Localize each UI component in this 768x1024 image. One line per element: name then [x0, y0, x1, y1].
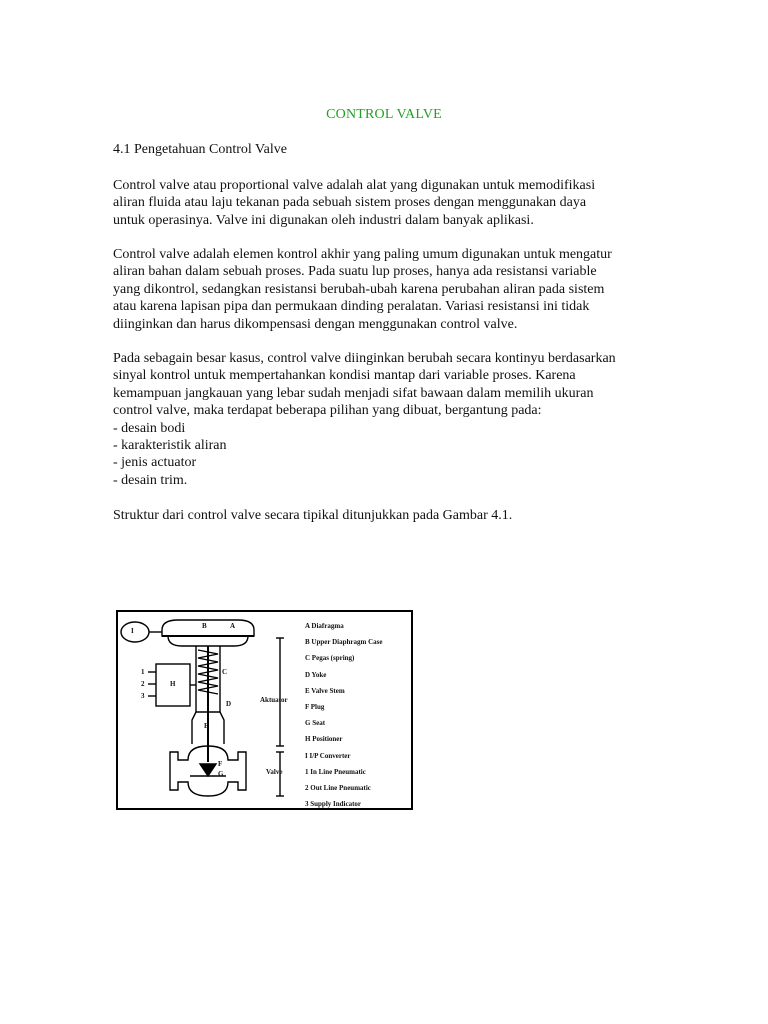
label-valve: Valve	[266, 768, 283, 776]
label-h: H	[170, 680, 176, 688]
legend-item: A Diafragma	[305, 622, 344, 630]
diaphragm-case-shape	[162, 620, 254, 636]
paragraph-1	[113, 177, 673, 229]
paragraph-line: Control valve adalah elemen kontrol akhir yang paling umum digunakan untuk mengatur	[113, 247, 612, 262]
paragraph-2	[113, 246, 673, 333]
list-item: - desain bodi	[113, 420, 186, 436]
paragraph-line: aliran bahan dalam sebuah proses. Pada suatu lup proses, hanya ada resistansi variable	[113, 264, 597, 280]
label-d: D	[226, 700, 232, 708]
section-heading: 4.1 Pengetahuan Control Valve	[113, 142, 287, 157]
legend-item: I I/P Converter	[305, 751, 351, 760]
list-item: - jenis actuator	[113, 455, 197, 471]
legend-item: H Positioner	[305, 735, 343, 744]
paragraph-line: sinyal kontrol untuk mempertahankan kondisi mantap dari variable proses. Karena	[113, 368, 576, 384]
paragraph-line: kemampuan jangkauan yang lebar sudah menjadi sifat bawaan dalam memilih ukuran	[113, 385, 594, 401]
label-e: E	[204, 722, 209, 730]
paragraph-line: control valve, maka terdapat beberapa pilihan yang dibuat, bergantung pada:	[113, 403, 542, 419]
label-a: A	[230, 622, 236, 630]
legend-item: F Plug	[305, 703, 325, 712]
legend-item: 3 Supply Indicator	[305, 800, 362, 809]
paragraph-line: Control valve atau proportional valve adalah alat yang digunakan untuk memodifikasi	[113, 178, 596, 193]
control-valve-figure	[116, 610, 413, 810]
paragraph-line: untuk operasinya. Valve ini digunakan oleh industri dalam banyak aplikasi.	[113, 212, 534, 228]
legend-item: 1 In Line Pneumatic	[305, 767, 366, 776]
figure-legend	[305, 618, 382, 812]
ip-converter-shape	[121, 622, 149, 642]
label-i: I	[131, 627, 134, 635]
legend-item: 2 Out Line Pneumatic	[305, 784, 371, 793]
paragraph-3	[113, 350, 673, 489]
paragraph-line: Pada sebagain besar kasus, control valve diinginkan berubah secara kontinyu berdasarkan	[113, 351, 616, 366]
label-c: C	[222, 668, 228, 676]
label-aktuator: Aktuator	[260, 696, 288, 704]
list-item: - desain trim.	[113, 472, 188, 488]
label-1: 1	[141, 668, 145, 676]
paragraph-line: diinginkan dan harus dikompensasi dengan menggunakan control valve.	[113, 316, 518, 332]
list-item: - karakteristik aliran	[113, 438, 227, 454]
label-f: F	[218, 760, 223, 768]
label-2: 2	[141, 680, 145, 688]
paragraph-line: aliran fluida atau laju tekanan pada sebuah sistem proses dengan menggunakan daya	[113, 195, 587, 211]
legend-item: E Valve Stem	[305, 686, 345, 695]
label-3: 3	[141, 692, 145, 700]
document-title: CONTROL VALVE	[326, 107, 442, 122]
paragraph-line: atau karena lapisan pipa dan permukaan dinding peralatan. Variasi resistansi ini tidak	[113, 299, 590, 315]
legend-item: D Yoke	[305, 670, 327, 679]
legend-item: B Upper Diaphragm Case	[305, 638, 383, 647]
label-b: B	[202, 622, 207, 630]
paragraph-line: yang dikontrol, sedangkan resistansi berubah-ubah karena perubahan aliran pada sistem	[113, 281, 605, 297]
plug-shape	[200, 764, 216, 776]
paragraph-4: Struktur dari control valve secara tipikal ditunjukkan pada Gambar 4.1.	[113, 508, 513, 523]
label-g: G	[218, 770, 224, 778]
legend-item: C Pegas (spring)	[305, 654, 355, 663]
legend-item: G Seat	[305, 719, 326, 728]
